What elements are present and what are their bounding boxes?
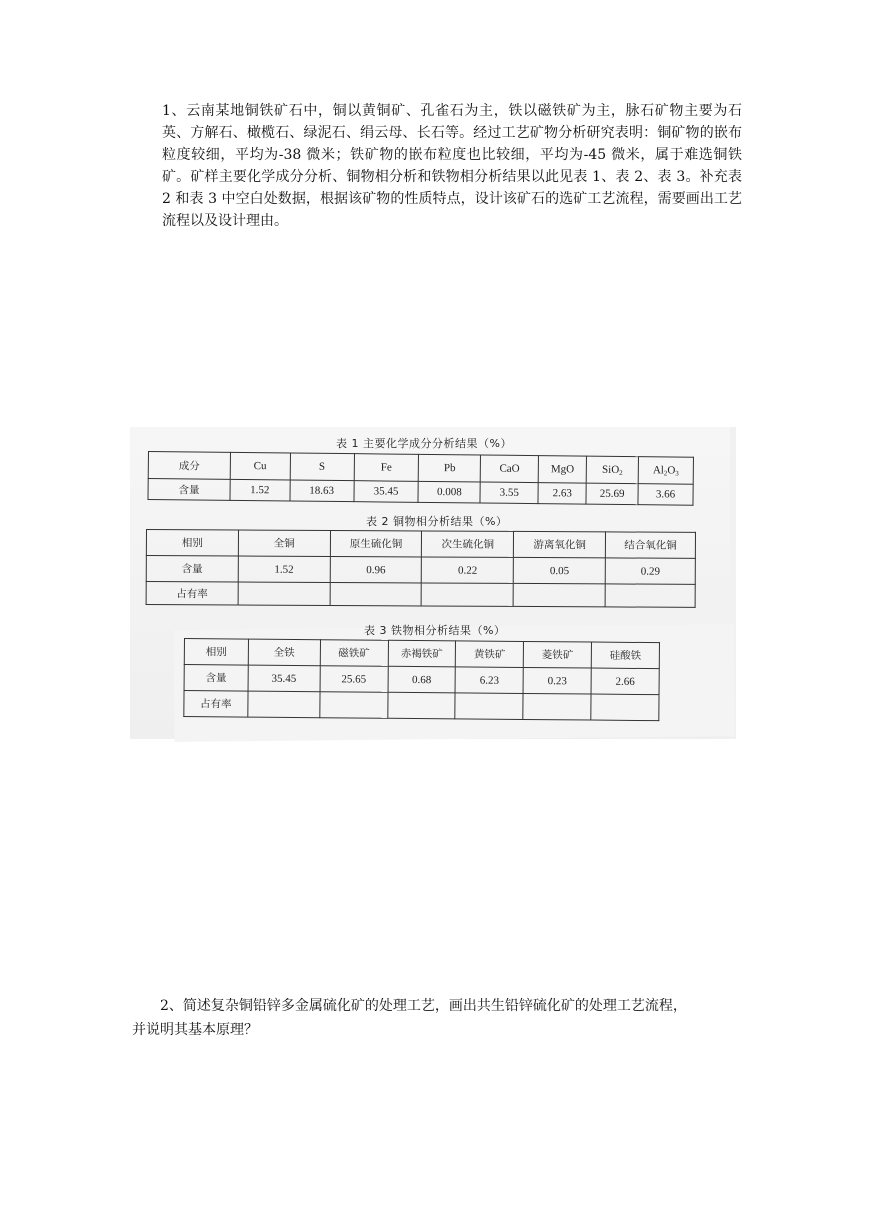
table-1-row-label: 含量 (148, 479, 230, 501)
table-3-phase: 全铁 (248, 639, 320, 666)
table-1-component: MgO (538, 456, 586, 484)
table-2-value: 0.29 (605, 558, 695, 584)
table-1-component: CaO (480, 455, 538, 483)
table-2-phase: 次生硫化铜 (422, 531, 514, 557)
table-3-ratio-row (184, 691, 659, 721)
table-2-ratio-blank (330, 582, 422, 605)
table-2-row-label: 含量 (146, 556, 238, 582)
table-3-row-label: 占有率 (184, 691, 248, 718)
table-3-ratio-blank (523, 693, 591, 720)
table-1-value: 1.52 (230, 479, 290, 501)
question-2-line-2: 并说明其基本原理？ (132, 1022, 258, 1038)
table-1-value: 0.008 (418, 481, 480, 503)
table-3-ratio-blank (387, 692, 455, 719)
table-2-ratio-blank (605, 584, 695, 607)
table-1-component: Pb (419, 454, 481, 482)
table-2-row-label: 相别 (146, 530, 238, 556)
table-3-value: 0.23 (523, 667, 591, 694)
table-2-header-row (146, 530, 695, 559)
table-1-value: 18.63 (290, 480, 354, 502)
table-3-value: 0.68 (388, 666, 456, 693)
table-3-phase: 黄铁矿 (456, 641, 524, 668)
table-1-value: 3.55 (480, 482, 538, 504)
table-1-component-al2o3: $Al_2O_3$ (638, 457, 693, 485)
table-3-ratio-blank (319, 692, 387, 719)
table-3-phase: 菱铁矿 (523, 641, 591, 668)
table-3-ratio-blank (248, 691, 320, 718)
table-2-value-row (146, 556, 695, 585)
table-2-phase: 游离氧化铜 (514, 531, 606, 557)
table-2-value: 0.22 (422, 557, 514, 583)
table-2-row-label: 占有率 (146, 582, 238, 605)
table-2-ratio-row (146, 582, 695, 608)
table-3-header-row (184, 639, 659, 669)
table-1-value: 3.66 (638, 484, 693, 506)
table-1-row-label: 成分 (148, 452, 230, 480)
table-3-caption: 表 3 铁物相分析结果（%） (364, 624, 506, 637)
table-2-value: 1.52 (238, 556, 330, 582)
table-1-value: 35.45 (354, 481, 419, 503)
table-3-value: 6.23 (455, 667, 523, 694)
question-1 (162, 100, 742, 232)
table-2-phase: 结合氧化铜 (605, 532, 695, 558)
table-1-value: 2.63 (538, 483, 586, 505)
table-2-ratio-blank (422, 583, 514, 606)
table-3-phase: 磁铁矿 (320, 640, 388, 667)
table-1-component: Cu (230, 452, 290, 480)
table-1-value: 25.69 (586, 483, 638, 505)
table-2-value: 0.05 (514, 557, 606, 583)
table-3-phase: 硅酸铁 (591, 642, 659, 669)
question-2 (132, 994, 744, 1042)
table-2-caption: 表 2 铜物相分析结果（%） (366, 515, 508, 528)
table-1-caption: 表 1 主要化学成分分析结果（%） (336, 437, 512, 450)
table-2-ratio-blank (513, 583, 605, 606)
table-1-component: S (290, 453, 354, 481)
question-1-text: 1、云南某地铜铁矿石中，铜以黄铜矿、孔雀石为主，铁以磁铁矿为主，脉石矿物主要为石英、方解石、橄榄石、绿泥石、绢云母、长石等。经过工艺矿物分析研究表明：铜矿物的嵌布粒度较细，平均为-38 微米；铁矿物的嵌布粒度也比较细，平均为-45 微米，属于难选铜铁矿。矿样主要化学成分分析、铜物相分析和铁物相分析结果以此见表 1、表 2、表 3。补充表 2 和表 3 中空白处数据，根据该矿物的性质特点，设计该矿石的选矿工艺流程，需要画出工艺流程以及设计理由。 (162, 103, 742, 229)
table-3-ratio-blank (591, 694, 659, 721)
table-3-phase: 赤褐铁矿 (388, 640, 456, 667)
table-3-value: 25.65 (320, 666, 388, 693)
table-2-phase: 原生硫化铜 (330, 530, 422, 556)
table-2 (146, 529, 696, 608)
table-3-row-label: 含量 (184, 665, 248, 692)
table-3-ratio-blank (455, 693, 523, 720)
table-2-value: 0.96 (330, 556, 422, 582)
table-3-value: 2.66 (591, 668, 659, 695)
scanned-tables-image (130, 427, 736, 739)
table-1 (147, 451, 693, 506)
table-2-ratio-blank (238, 582, 330, 605)
table-3-value: 35.45 (248, 665, 320, 692)
table-1-component: Fe (354, 454, 419, 482)
table-2-phase: 全铜 (238, 530, 330, 556)
question-2-line-1: 2、简述复杂铜铅锌多金属硫化矿的处理工艺，画出共生铅锌硫化矿的处理工艺流程， (160, 998, 687, 1014)
table-3 (183, 638, 660, 721)
table-1-component-sio2: SiO$_2$ (586, 456, 638, 484)
table-3-row-label: 相别 (184, 639, 248, 666)
